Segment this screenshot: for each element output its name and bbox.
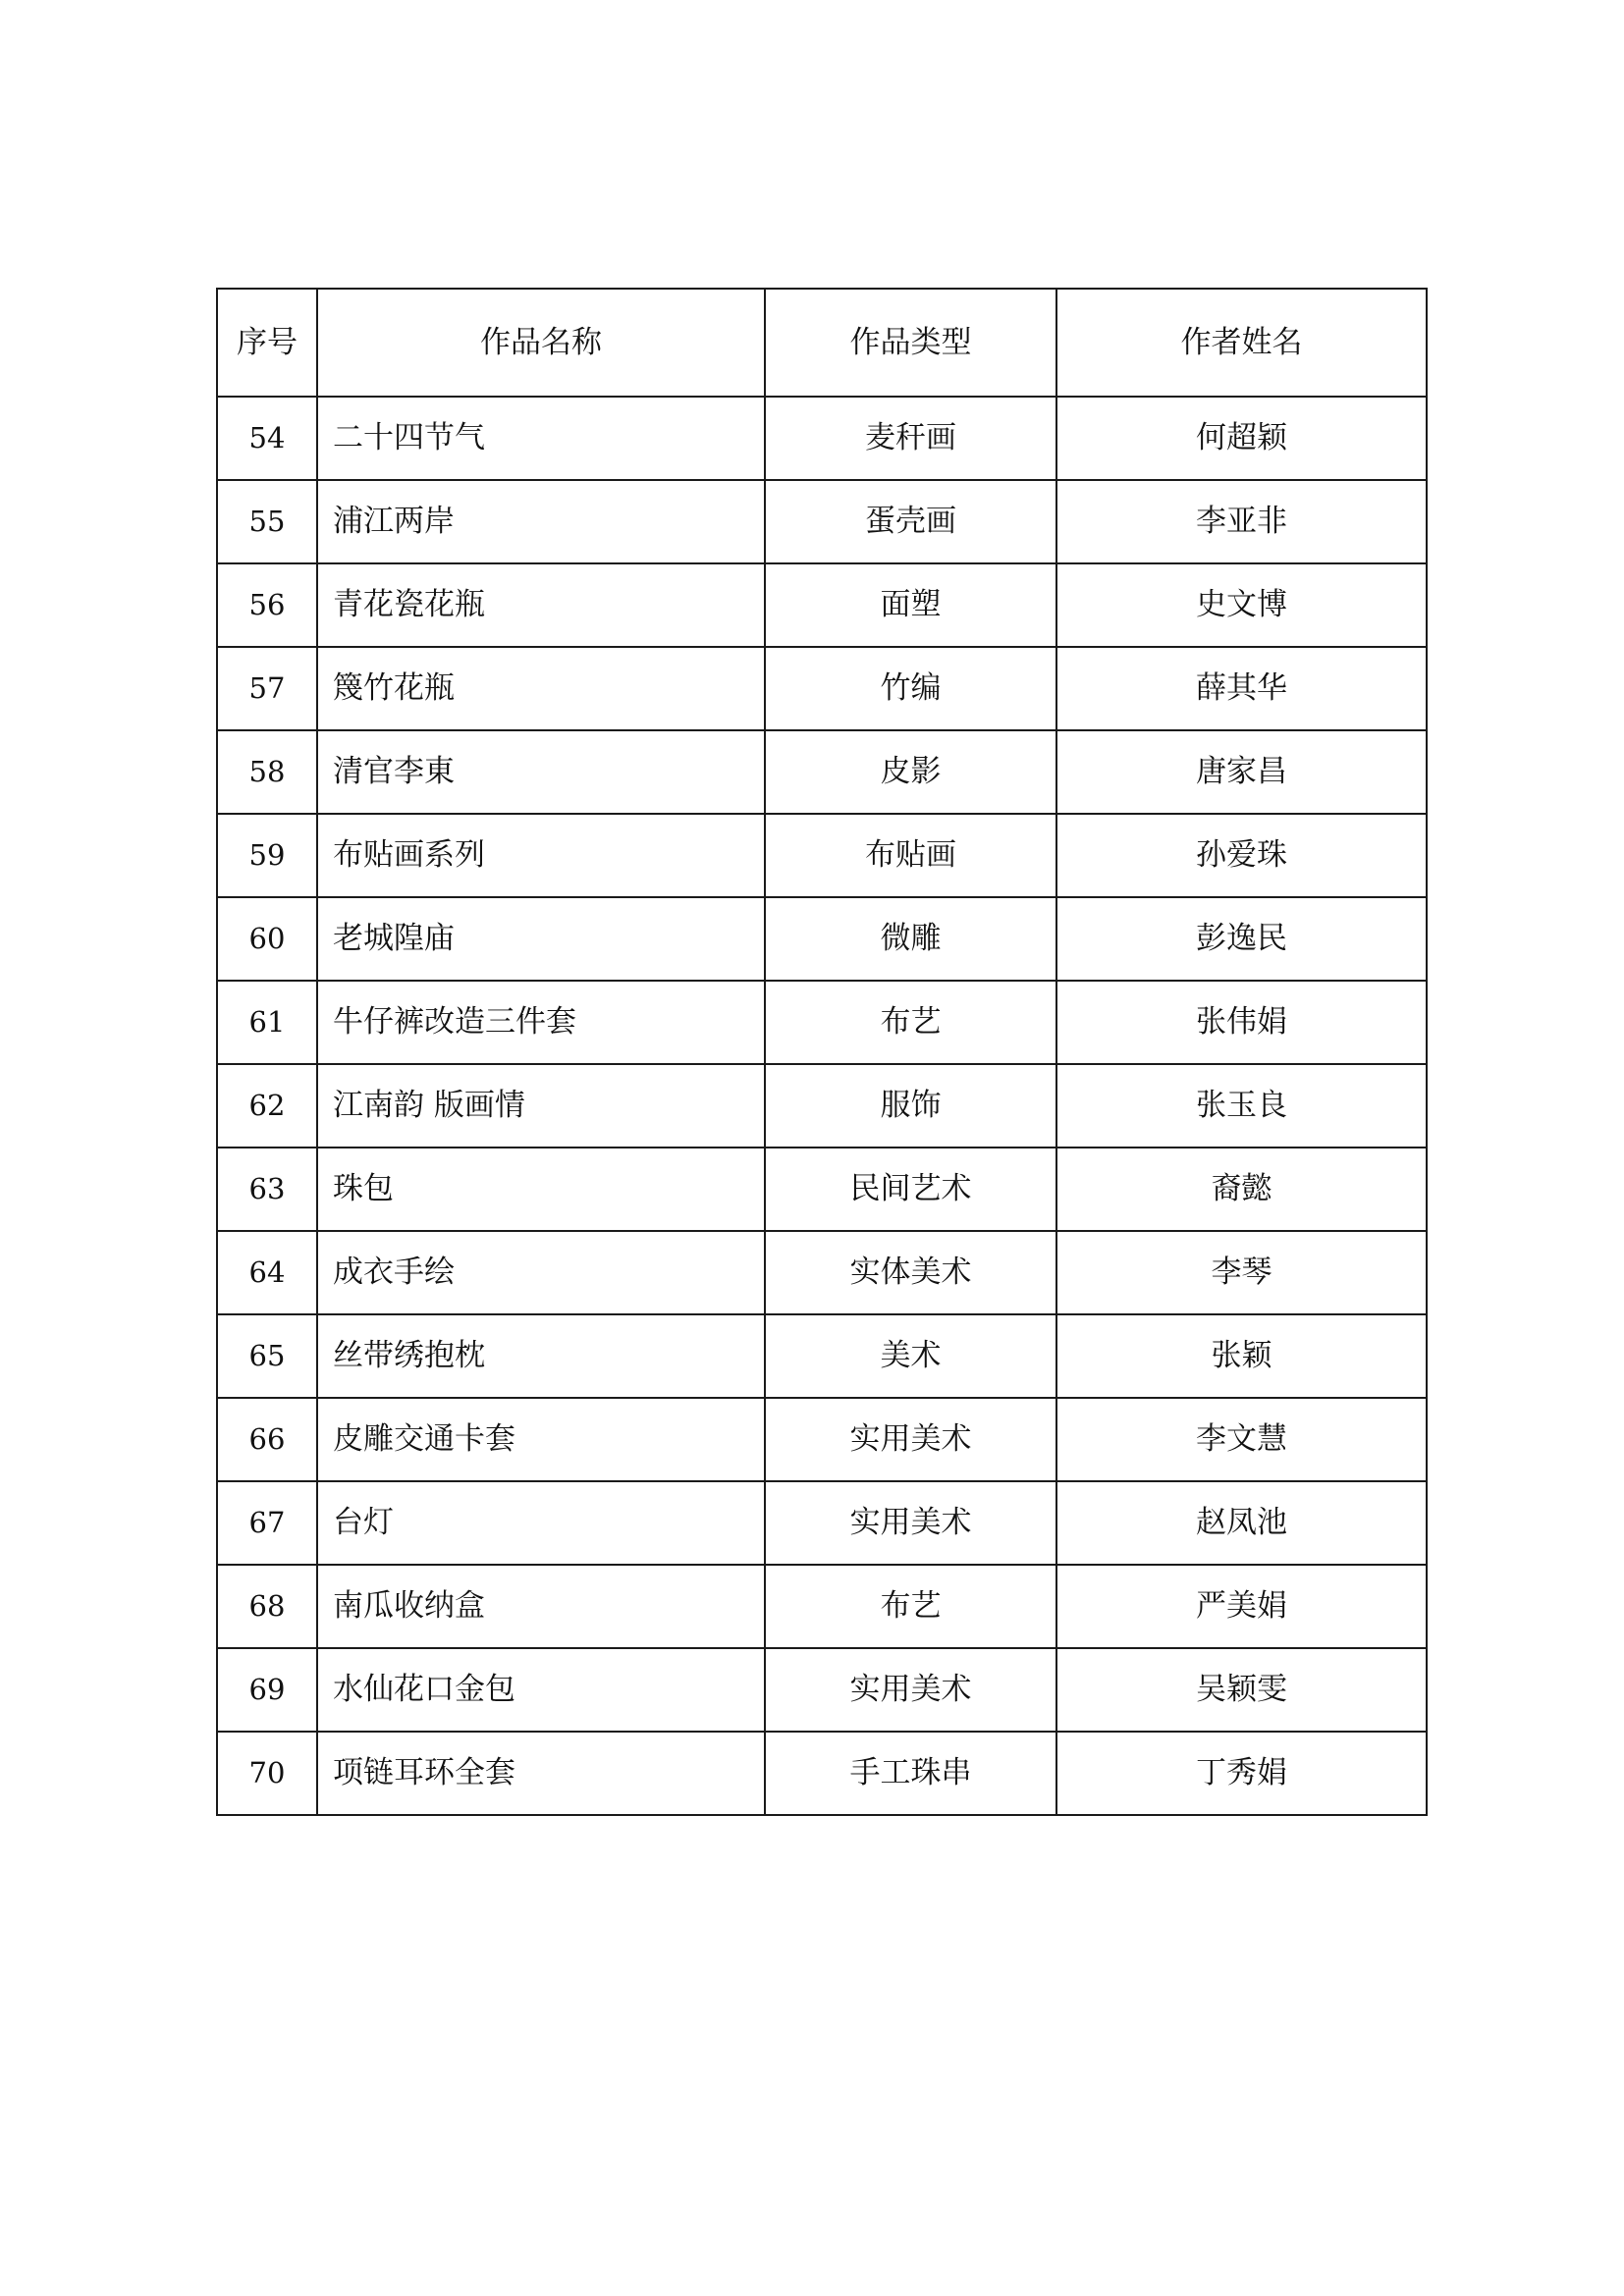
cell-number: 54 [217,397,317,480]
table-row [217,1064,1427,1148]
cell-author-name: 吴颖雯 [1056,1648,1427,1732]
header-number: 序号 [217,289,317,397]
cell-work-name: 水仙花口金包 [317,1648,765,1732]
cell-number: 64 [217,1231,317,1314]
cell-work-type: 美术 [765,1314,1056,1398]
cell-author-name: 张玉良 [1056,1064,1427,1148]
cell-author-name: 张颖 [1056,1314,1427,1398]
cell-work-name: 浦江两岸 [317,480,765,563]
cell-number: 60 [217,897,317,981]
table-row [217,1648,1427,1732]
cell-work-type: 实用美术 [765,1648,1056,1732]
cell-work-name: 二十四节气 [317,397,765,480]
cell-author-name: 李琴 [1056,1231,1427,1314]
cell-number: 57 [217,647,317,730]
cell-work-type: 手工珠串 [765,1732,1056,1815]
cell-number: 59 [217,814,317,897]
cell-number: 55 [217,480,317,563]
table-row [217,563,1427,647]
cell-number: 67 [217,1481,317,1565]
cell-number: 56 [217,563,317,647]
cell-work-type: 蛋壳画 [765,480,1056,563]
cell-work-type: 实用美术 [765,1398,1056,1481]
cell-number: 63 [217,1148,317,1231]
works-table [216,288,1428,1816]
header-work-type: 作品类型 [765,289,1056,397]
table-row [217,730,1427,814]
cell-work-name: 南瓜收纳盒 [317,1565,765,1648]
cell-work-type: 实用美术 [765,1481,1056,1565]
cell-work-name: 成衣手绘 [317,1231,765,1314]
cell-work-name: 项链耳环全套 [317,1732,765,1815]
cell-author-name: 张伟娟 [1056,981,1427,1064]
cell-work-type: 布贴画 [765,814,1056,897]
cell-work-type: 麦秆画 [765,397,1056,480]
table-row [217,397,1427,480]
table-row [217,1481,1427,1565]
cell-author-name: 丁秀娟 [1056,1732,1427,1815]
cell-author-name: 史文博 [1056,563,1427,647]
cell-work-type: 服饰 [765,1064,1056,1148]
cell-work-name: 老城隍庙 [317,897,765,981]
cell-work-name: 台灯 [317,1481,765,1565]
cell-work-type: 皮影 [765,730,1056,814]
cell-work-type: 布艺 [765,981,1056,1064]
cell-work-name: 篾竹花瓶 [317,647,765,730]
header-work-name: 作品名称 [317,289,765,397]
table-row [217,1565,1427,1648]
cell-author-name: 孙爱珠 [1056,814,1427,897]
table-row [217,1148,1427,1231]
table-row [217,814,1427,897]
cell-author-name: 严美娟 [1056,1565,1427,1648]
cell-number: 70 [217,1732,317,1815]
cell-work-type: 微雕 [765,897,1056,981]
cell-author-name: 李亚非 [1056,480,1427,563]
table-row [217,1231,1427,1314]
cell-work-name: 牛仔裤改造三件套 [317,981,765,1064]
cell-author-name: 裔懿 [1056,1148,1427,1231]
cell-author-name: 唐家昌 [1056,730,1427,814]
cell-author-name: 薛其华 [1056,647,1427,730]
cell-work-type: 实体美术 [765,1231,1056,1314]
cell-number: 61 [217,981,317,1064]
cell-number: 69 [217,1648,317,1732]
cell-work-type: 面塑 [765,563,1056,647]
cell-work-type: 竹编 [765,647,1056,730]
table-row [217,647,1427,730]
cell-work-name: 珠包 [317,1148,765,1231]
table-header [217,289,1427,397]
cell-work-name: 丝带绣抱枕 [317,1314,765,1398]
cell-work-name: 江南韵 版画情 [317,1064,765,1148]
table-row [217,1398,1427,1481]
cell-number: 68 [217,1565,317,1648]
cell-work-type: 布艺 [765,1565,1056,1648]
table-row [217,1732,1427,1815]
table-row [217,480,1427,563]
cell-number: 62 [217,1064,317,1148]
table-row [217,897,1427,981]
cell-number: 65 [217,1314,317,1398]
cell-work-name: 青花瓷花瓶 [317,563,765,647]
cell-author-name: 何超颖 [1056,397,1427,480]
cell-author-name: 彭逸民 [1056,897,1427,981]
cell-author-name: 李文慧 [1056,1398,1427,1481]
cell-work-name: 布贴画系列 [317,814,765,897]
header-row [217,289,1427,397]
table-row [217,981,1427,1064]
cell-author-name: 赵凤池 [1056,1481,1427,1565]
cell-work-name: 清官李東 [317,730,765,814]
table-body [217,397,1427,1815]
cell-work-type: 民间艺术 [765,1148,1056,1231]
table-row [217,1314,1427,1398]
header-author-name: 作者姓名 [1056,289,1427,397]
cell-work-name: 皮雕交通卡套 [317,1398,765,1481]
cell-number: 66 [217,1398,317,1481]
cell-number: 58 [217,730,317,814]
